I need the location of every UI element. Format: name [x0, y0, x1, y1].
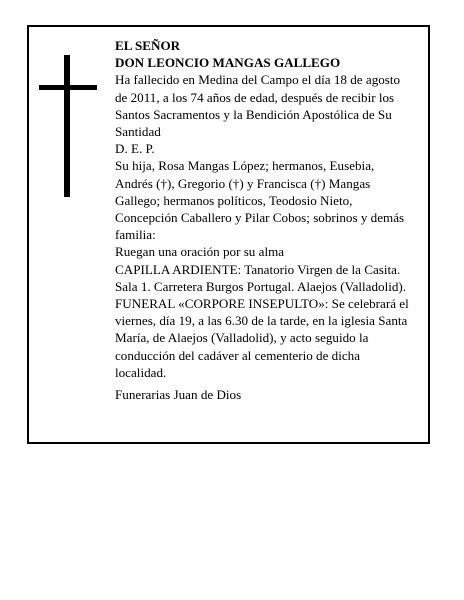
funeral-line: María, de Alaejos (Valladolid), y acto seguido la: [115, 330, 369, 346]
prayer-line: Ruegan una oración por su alma: [115, 244, 285, 260]
body-line: Ha fallecido en Medina del Campo el día 18 de agosto: [115, 72, 401, 88]
cross-horizontal-bar: [39, 85, 97, 90]
body-line: Santos Sacramentos y la Bendición Apostólica de Su: [115, 106, 392, 122]
funeral-home-name: Funerarias Juan de Dios: [115, 387, 242, 403]
deceased-name: DON LEONCIO MANGAS GALLEGO: [115, 55, 341, 71]
cross-vertical-bar: [64, 55, 70, 197]
body-line: familia:: [115, 227, 156, 243]
funeral-line: localidad.: [115, 364, 167, 380]
rip-line: D. E. P.: [115, 141, 155, 157]
chapel-line: CAPILLA ARDIENTE: Tanatorio Virgen de la Casita.: [115, 261, 401, 277]
body-line: de 2011, a los 74 años de edad, después de recibir los: [115, 89, 395, 105]
body-line: Santidad: [115, 124, 161, 140]
funeral-line: viernes, día 19, a las 6.30 de la tarde, en la iglesia Santa: [115, 313, 408, 329]
chapel-line: Sala 1. Carretera Burgos Portugal. Alaejos (Valladolid).: [115, 278, 407, 294]
body-line: Concepción Caballero y Pilar Cobos; sobrinos y demás: [115, 210, 405, 226]
funeral-line: conducción del cadáver al cementerio de dicha: [115, 347, 361, 363]
obituary-text: [115, 37, 428, 403]
body-line: Andrés (†), Gregorio (†) y Francisca (†) Mangas: [115, 175, 371, 191]
funeral-line: FUNERAL «CORPORE INSEPULTO»: Se celebrará el: [115, 296, 409, 312]
body-line: Gallego; hermanos políticos, Teodosio Nieto,: [115, 192, 353, 208]
deceased-title: EL SEÑOR: [115, 38, 181, 53]
body-line: Su hija, Rosa Mangas López; hermanos, Eusebia,: [115, 158, 375, 174]
